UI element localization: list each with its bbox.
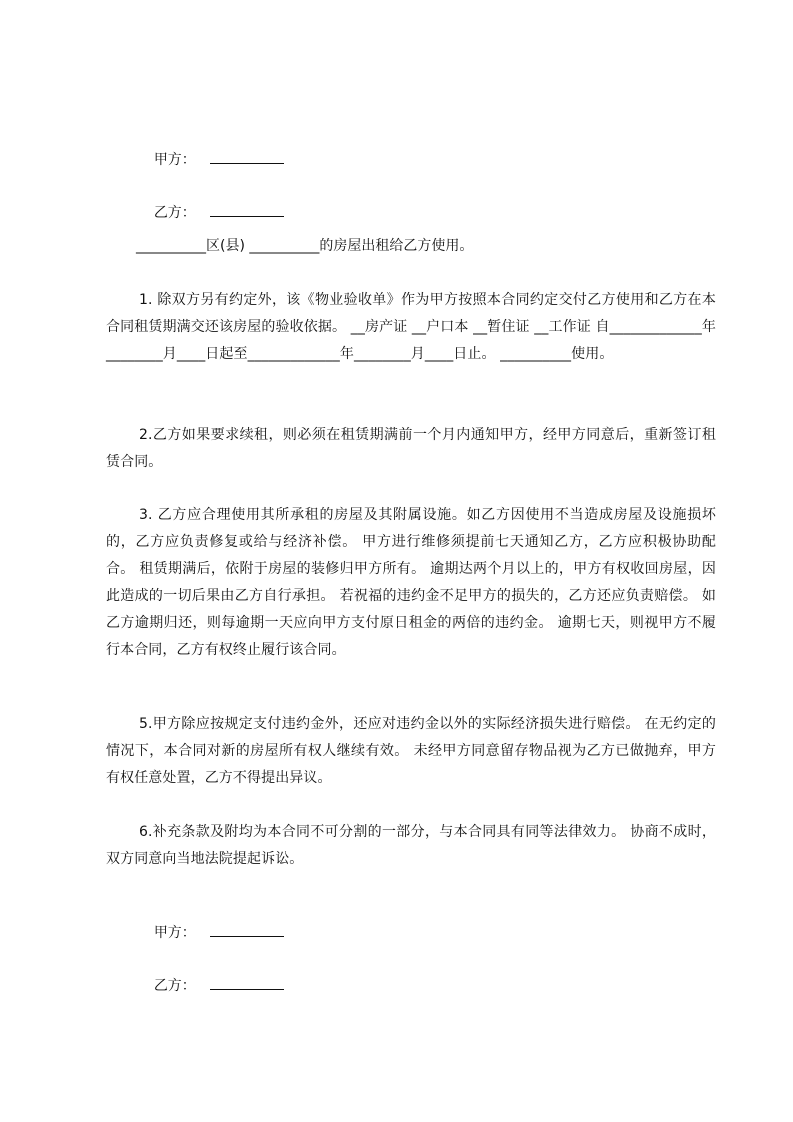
party-a-label: 甲方： [153, 925, 196, 941]
clause-3: 3. 乙方应合理使用其所承租的房屋及其附属设施。如乙方因使用不当造成房屋及设施损坏的，乙方应负责修复或给与经济补偿。 甲方进行维修须提前七天通知乙方，乙方应积极协助配合。 租赁期满后，依附于房屋的装修归甲方所有。 逾期达两个月以上的，甲方有权收回房屋，因此造成的一切后果由乙方自行承担。 若祝福的违约金不足甲方的损失的，乙方还应负责赔偿。 如乙方逾期归还，则每逾期一天应向甲方支付原日租金的两倍的违约金。 逾期七天，则视甲方不履行本合同，乙方有权终止履行该合同。 [106, 507, 716, 658]
party-a-signature-bottom [136, 906, 284, 959]
clause-5: 5.甲方除应按规定支付违约金外，还应对违约金以外的实际经济损失进行赔偿。 在无约定的情况下，本合同对新的房屋所有权人继续有效。 未经甲方同意留存物品视为乙方已做抛弃，甲方有权任意处置，乙方不得提出异议。 [106, 716, 716, 786]
party-a-blank [210, 150, 284, 164]
intro-line: __________区(县) __________的房屋出租给乙方使用。 [136, 238, 474, 254]
party-b-blank [210, 203, 284, 217]
clause-2: 2.乙方如果要求续租，则必须在租赁期满前一个月内通知甲方，经甲方同意后，重新签订租赁合同。 [106, 427, 716, 470]
party-a-blank [210, 923, 284, 937]
party-b-blank [210, 976, 284, 990]
party-b-label: 乙方： [153, 205, 196, 221]
party-b-label: 乙方： [153, 978, 196, 994]
party-b-signature-bottom [136, 959, 284, 1012]
party-b-signature-top [136, 186, 284, 239]
party-a-label: 甲方： [153, 152, 196, 168]
party-a-signature-top [136, 133, 284, 186]
clause-1: 1. 除双方另有约定外，该《物业验收单》作为甲方按照本合同约定交付乙方使用和乙方在本合同租赁期满交还该房屋的验收依据。 __房产证 __户口本 __暂住证 __工作证 自_____________年________月____日起至_____________年________月____日止。 __________使用。 [106, 292, 716, 362]
clause-6: 6.补充条款及附均为本合同不可分割的一部分，与本合同具有同等法律效力。 协商不成时，双方同意向当地法院提起诉讼。 [106, 824, 716, 867]
